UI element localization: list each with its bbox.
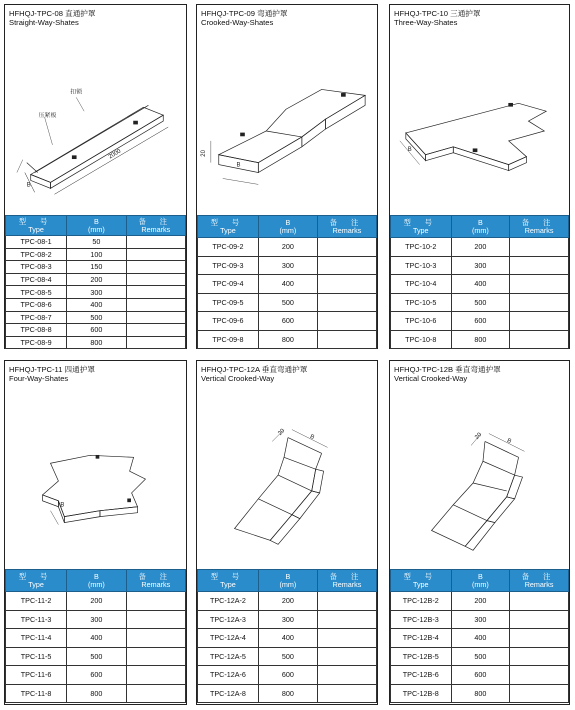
title-en: Vertical Crooked-Way [394, 374, 468, 383]
header-b: B (mm) [67, 570, 126, 592]
header-remarks: 备 注 Remarks [126, 570, 185, 592]
panel-title [394, 365, 501, 383]
table-row: TPC-11-3 300 [6, 610, 186, 629]
vertical-crooked-way-b-drawing [390, 401, 569, 569]
table-row: TPC-12B-2 200 [391, 592, 569, 611]
header-b: B (mm) [258, 570, 317, 592]
table-row: TPC-12B-3 300 [391, 610, 569, 629]
table-row: TPC-12A-5 500 [198, 647, 377, 666]
title-cn: HFHQJ-TPC-10 三通护罩 [394, 9, 481, 18]
header-type: 型 号 Type [391, 570, 452, 592]
label-length: 2000 [107, 148, 123, 161]
table-row: TPC-12B-6 600 [391, 666, 569, 685]
table-row: TPC-11-6 600 [6, 666, 186, 685]
title-en: Vertical Crooked-Way [201, 374, 275, 383]
table-row: TPC-12B-4 400 [391, 629, 569, 648]
three-way-cover-drawing [390, 45, 569, 215]
title-cn: HFHQJ-TPC-12A 垂直弯通护罩 [201, 365, 308, 374]
label-height: 20 [277, 428, 287, 437]
table-row: TPC-12A-2 200 [198, 592, 377, 611]
header-remarks: 备 注 Remarks [510, 570, 569, 592]
table-row: TPC-12A-4 400 [198, 629, 377, 648]
spec-table [5, 215, 186, 349]
four-way-cover-drawing [5, 401, 186, 569]
panel-title [201, 9, 288, 27]
label-press-plate: 压紧板 [38, 113, 57, 120]
table-row: TPC-11-5 500 [6, 647, 186, 666]
header-b: B (mm) [451, 570, 510, 592]
table-row: TPC-08-3 150 [6, 261, 186, 274]
table-row: TPC-11-4 400 [6, 629, 186, 648]
title-en: Four-Way-Shates [9, 374, 69, 383]
header-type: 型 号 Type [198, 570, 259, 592]
header-b: B (mm) [258, 216, 317, 238]
panel-tpc-12b [389, 360, 570, 705]
header-remarks: 备 注 Remarks [317, 570, 376, 592]
table-row: TPC-08-1 50 [6, 236, 186, 249]
spec-table [197, 215, 377, 349]
label-b: B [236, 162, 241, 169]
table-row: TPC-08-9 800 [6, 336, 186, 349]
table-row: TPC-10-6 600 [391, 312, 569, 331]
spec-table [390, 569, 569, 703]
panel-tpc-08 [4, 4, 187, 349]
title-cn: HFHQJ-TPC-09 弯通护罩 [201, 9, 288, 18]
table-row: TPC-08-2 100 [6, 248, 186, 261]
label-height: 20 [200, 150, 207, 157]
header-type: 型 号 Type [6, 570, 67, 592]
table-row: TPC-08-5 300 [6, 286, 186, 299]
table-row: TPC-12A-3 300 [198, 610, 377, 629]
table-row: TPC-08-4 200 [6, 273, 186, 286]
table-row: TPC-10-3 300 [391, 256, 569, 275]
table-row: TPC-10-4 400 [391, 275, 569, 294]
table-row: TPC-09-5 500 [198, 293, 377, 312]
label-b: B [407, 146, 412, 153]
table-row: TPC-09-4 400 [198, 275, 377, 294]
spec-table [390, 215, 569, 349]
label-b: B [26, 182, 31, 189]
panel-title [9, 9, 96, 27]
header-type: 型 号 Type [6, 216, 67, 236]
header-type: 型 号 Type [198, 216, 259, 238]
title-cn: HFHQJ-TPC-12B 垂直弯通护罩 [394, 365, 501, 374]
title-en: Three-Way-Shates [394, 18, 458, 27]
table-row: TPC-11-8 800 [6, 684, 186, 703]
label-b: B [308, 433, 316, 442]
table-row: TPC-10-2 200 [391, 238, 569, 257]
panel-title [9, 365, 95, 383]
table-row: TPC-10-5 500 [391, 293, 569, 312]
panel-title [394, 9, 481, 27]
table-row: TPC-12B-8 800 [391, 684, 569, 703]
table-row: TPC-10-8 800 [391, 330, 569, 349]
table-row: TPC-09-3 300 [198, 256, 377, 275]
spec-table [5, 569, 186, 703]
table-row: TPC-08-7 500 [6, 311, 186, 324]
header-remarks: 备 注 Remarks [317, 216, 376, 238]
label-b: B [60, 502, 65, 509]
table-row: TPC-09-8 800 [198, 330, 377, 349]
panel-tpc-11 [4, 360, 187, 705]
header-remarks: 备 注 Remarks [510, 216, 569, 238]
table-row: TPC-09-6 600 [198, 312, 377, 331]
label-lock: 扣锁 [70, 89, 83, 96]
vertical-crooked-way-a-drawing [197, 401, 377, 569]
title-cn: HFHQJ-TPC-08 直通护罩 [9, 9, 96, 18]
header-remarks: 备 注 Remarks [126, 216, 185, 236]
header-b: B (mm) [451, 216, 510, 238]
label-b: B [505, 437, 512, 445]
table-row: TPC-08-6 400 [6, 298, 186, 311]
label-height: 20 [474, 432, 484, 441]
header-b: B (mm) [67, 216, 126, 236]
table-row: TPC-08-8 600 [6, 324, 186, 337]
straight-way-cover-drawing [5, 45, 186, 215]
crooked-way-cover-drawing [197, 45, 377, 215]
title-en: Crooked-Way-Shates [201, 18, 274, 27]
table-row: TPC-11-2 200 [6, 592, 186, 611]
panel-title [201, 365, 307, 383]
panel-tpc-10 [389, 4, 570, 349]
title-en: Straight-Way-Shates [9, 18, 79, 27]
table-row: TPC-12B-5 500 [391, 647, 569, 666]
title-cn: HFHQJ-TPC-11 四通护罩 [9, 365, 95, 374]
panel-tpc-12a [196, 360, 378, 705]
table-row: TPC-09-2 200 [198, 238, 377, 257]
spec-table [197, 569, 377, 703]
table-row: TPC-12A-8 800 [198, 684, 377, 703]
header-type: 型 号 Type [391, 216, 452, 238]
panel-tpc-09 [196, 4, 378, 349]
table-row: TPC-12A-6 600 [198, 666, 377, 685]
